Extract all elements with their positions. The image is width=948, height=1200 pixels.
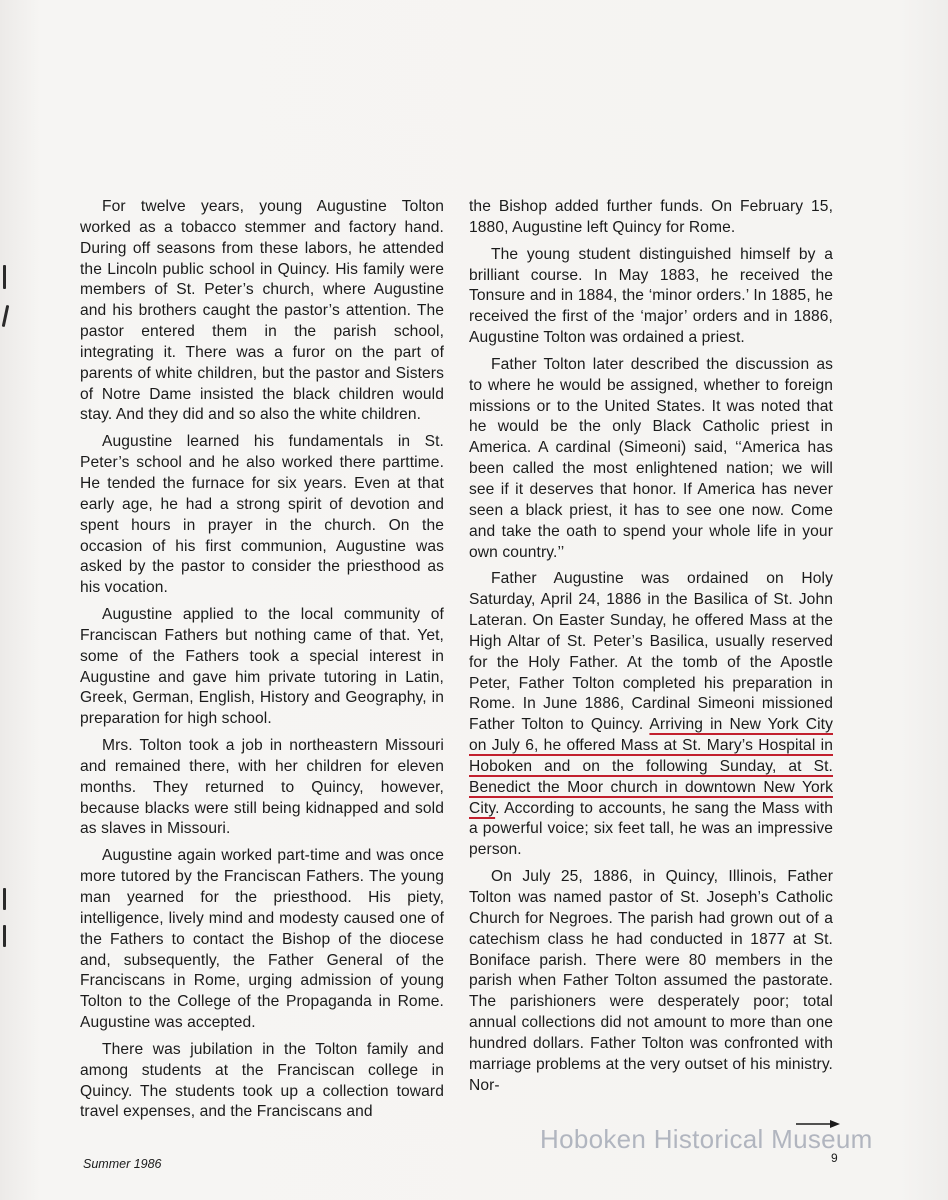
issue-label: Summer 1986 xyxy=(83,1157,162,1171)
paragraph: Augustine learned his fundamentals in St. Peter’s school and he also worked there parttime. He tended the furnace for six years. Even at that early age, he had a strong spirit of devotion and spent hours in prayer in the church. On the occasion of his first communion, Augustine was asked by the pastor to consider the priesthood as his vocation. xyxy=(80,433,444,597)
paragraph: There was jubilation in the Tolton family and among students at the Franciscan college in Quincy. The students took up a collection toward travel expenses, and the Franciscans and xyxy=(80,1040,444,1121)
binding-mark xyxy=(3,888,6,910)
paragraph: Augustine again worked part-time and was once more tutored by the Franciscan Fathers. The young man yearned for the priesthood. His piety, intelligence, lively mind and modesty caused one of the Fathers to contact the Bishop of the diocese and, subsequently, the Father General of the Franciscans in Rome, urging admission of young Tolton to the College of the Propaganda in Rome. Augustine was accepted. xyxy=(80,847,444,1032)
paragraph xyxy=(469,569,833,861)
paragraph: Augustine applied to the local community of Franciscan Fathers but nothing came of that. Yet, some of the Fathers took a special interest in Augustine and gave him private tutoring in Latin, Greek, German, English, History and Geography, in preparation for high school. xyxy=(80,606,444,728)
underlined-passage: Arriving in New York City on July 6, he offered Mass at St. Mary’s Hospital in Hoboken and on the following Sunday, at St. Benedict the Moor church in downtown New York City xyxy=(469,716,833,817)
paragraph-continued: the Bishop added further funds. On February 15, 1880, Augustine left Quincy for Rome. xyxy=(469,198,833,236)
page-number: 9 xyxy=(831,1151,838,1165)
paragraph: For twelve years, young Augustine Tolton worked as a tobacco stemmer and factory hand. During off seasons from these labors, he attended the Lincoln public school in Quincy. His family were members of St. Peter’s church, where Augustine and his brothers caught the pastor’s attention. The pastor entered them in the parish school, integrating it. There was a furor on the part of parents of white children, but the pastor and Sisters of Notre Dame insisted the black children would stay. And they did and so also the white children. xyxy=(80,198,444,424)
paragraph: Father Tolton later described the discussion as to where he would be assigned, whether to foreign missions or to the United States. It was noted that he would be the only Black Catholic priest in America. A cardinal (Simeoni) said, ‘‘America has been called the most enlightened nation; we will see if it deserves that honor. If America has never seen a black priest, it has to see one now. Come and take the oath to spend your whole life in your own country.’’ xyxy=(469,355,833,561)
text-run: . According to accounts, he sang the Mass with a powerful voice; six feet tall, he was an impressive person. xyxy=(469,799,833,859)
article-left-column xyxy=(80,197,444,1129)
article-right-column xyxy=(469,197,833,1102)
text-run: Father Augustine was ordained on Holy Saturday, April 24, 1886 in the Basilica of St. John Lateran. On Easter Sunday, he offered Mass at the High Altar of St. Peter’s Basilica, usually reserved for the Holy Father. At the tomb of the Apostle Peter, Father Tolton completed his preparation in Rome. In June 1886, Cardinal Simeoni missioned Father Tolton to Quincy. xyxy=(469,570,833,734)
binding-mark xyxy=(3,925,6,947)
binding-mark xyxy=(3,265,6,289)
paragraph: On July 25, 1886, in Quincy, Illinois, Father Tolton was named pastor of St. Joseph’s Catholic Church for Negroes. The parish had grown out of a catechism class he had conducted in 1877 at St. Boniface parish. There were 80 members in the parish when Father Tolton assumed the pastorate. The parishioners were desperately poor; total annual collections did not amount to more than one hundred dollars. Father Tolton was confronted with marriage problems at the very outset of his ministry. Nor- xyxy=(469,868,833,1094)
paragraph: Mrs. Tolton took a job in northeastern Missouri and remained there, with her children for eleven months. They returned to Quincy, however, because blacks were still being kidnapped and sold as slaves in Missouri. xyxy=(80,737,444,838)
paragraph: The young student distinguished himself by a brilliant course. In May 1883, he received the Tonsure and in 1884, the ‘minor orders.’ In 1885, he received the first of the ‘major’ orders and in 1886, Augustine Tolton was ordained a priest. xyxy=(469,245,833,347)
museum-watermark: Hoboken Historical Museum xyxy=(540,1124,873,1154)
